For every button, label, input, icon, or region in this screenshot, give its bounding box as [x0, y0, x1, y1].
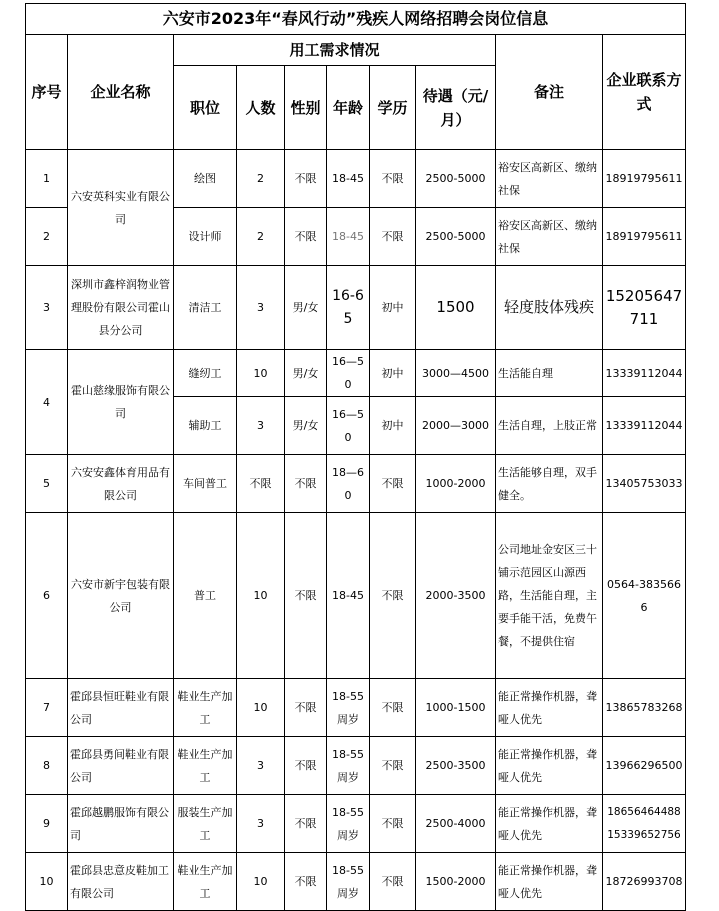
cell-count: 10: [237, 679, 285, 737]
cell-note: 生活能自理: [496, 350, 603, 397]
cell-position: 设计师: [174, 208, 237, 266]
header-company: 企业名称: [68, 35, 174, 150]
cell-company: 深圳市鑫梓润物业管理股份有限公司霍山县分公司: [68, 266, 174, 350]
cell-company: 霍邱县忠意皮鞋加工有限公司: [68, 853, 174, 911]
cell-seq: 4: [26, 350, 68, 455]
cell-age: 18-45: [327, 150, 370, 208]
cell-seq: 8: [26, 737, 68, 795]
table-row: [26, 266, 686, 350]
cell-age: 18-45: [327, 208, 370, 266]
table-row: [26, 350, 686, 397]
cell-age: 18-45: [327, 513, 370, 679]
table-row: [26, 795, 686, 853]
table-row: [26, 455, 686, 513]
cell-age: 18-55周岁: [327, 679, 370, 737]
cell-note: 生活能够自理，双手健全。: [496, 455, 603, 513]
cell-contact: 18919795611: [603, 150, 686, 208]
cell-position: 鞋业生产加工: [174, 853, 237, 911]
cell-education: 不限: [370, 150, 416, 208]
cell-age: 18—60: [327, 455, 370, 513]
cell-contact: 18919795611: [603, 208, 686, 266]
cell-seq: 9: [26, 795, 68, 853]
cell-note: 裕安区高新区、缴纳社保: [496, 150, 603, 208]
header-age: 年龄: [327, 66, 370, 150]
cell-count: 2: [237, 150, 285, 208]
cell-education: 不限: [370, 455, 416, 513]
cell-salary: 1000-1500: [416, 679, 496, 737]
header-note: 备注: [496, 35, 603, 150]
cell-contact: 13966296500: [603, 737, 686, 795]
cell-count: 3: [237, 795, 285, 853]
cell-age: 18-55周岁: [327, 853, 370, 911]
cell-contact: 13865783268: [603, 679, 686, 737]
cell-gender: 男/女: [285, 266, 327, 350]
cell-gender: 不限: [285, 679, 327, 737]
cell-note: 轻度肢体残疾: [496, 266, 603, 350]
cell-age: 16-65: [327, 266, 370, 350]
cell-count: 3: [237, 266, 285, 350]
cell-contact: 13339112044: [603, 350, 686, 397]
cell-age: 18-55周岁: [327, 737, 370, 795]
header-education: 学历: [370, 66, 416, 150]
cell-position: 鞋业生产加工: [174, 737, 237, 795]
cell-company: 六安市新宇包装有限公司: [68, 513, 174, 679]
cell-gender: 不限: [285, 737, 327, 795]
cell-salary: 2000—3000: [416, 397, 496, 455]
header-count: 人数: [237, 66, 285, 150]
header-position: 职位: [174, 66, 237, 150]
cell-gender: 不限: [285, 853, 327, 911]
header-contact: 企业联系方式: [603, 35, 686, 150]
cell-note: 生活自理，上肢正常: [496, 397, 603, 455]
table-row: [26, 737, 686, 795]
cell-count: 不限: [237, 455, 285, 513]
cell-gender: 男/女: [285, 397, 327, 455]
cell-position: 鞋业生产加工: [174, 679, 237, 737]
cell-salary: 3000—4500: [416, 350, 496, 397]
cell-education: 不限: [370, 679, 416, 737]
cell-count: 10: [237, 350, 285, 397]
header-gender: 性别: [285, 66, 327, 150]
cell-contact: 18726993708: [603, 853, 686, 911]
cell-salary: 2500-5000: [416, 208, 496, 266]
cell-education: 不限: [370, 737, 416, 795]
cell-position: 缝纫工: [174, 350, 237, 397]
table-row: [26, 150, 686, 208]
cell-seq: 2: [26, 208, 68, 266]
cell-education: 初中: [370, 350, 416, 397]
cell-position: 清洁工: [174, 266, 237, 350]
cell-count: 3: [237, 397, 285, 455]
cell-count: 10: [237, 853, 285, 911]
cell-seq: 3: [26, 266, 68, 350]
cell-seq: 7: [26, 679, 68, 737]
cell-company: 霍山慈缘服饰有限公司: [68, 350, 174, 455]
cell-position: 辅助工: [174, 397, 237, 455]
cell-position: 车间普工: [174, 455, 237, 513]
cell-education: 初中: [370, 266, 416, 350]
cell-education: 不限: [370, 795, 416, 853]
job-table: [25, 3, 686, 911]
cell-salary: 1500: [416, 266, 496, 350]
cell-note: 能正常操作机器，聋哑人优先: [496, 853, 603, 911]
cell-note: 能正常操作机器，聋哑人优先: [496, 679, 603, 737]
cell-contact: 0564-3835666: [603, 513, 686, 679]
header-demand-group: 用工需求情况: [174, 35, 496, 66]
cell-salary: 1000-2000: [416, 455, 496, 513]
cell-position: 普工: [174, 513, 237, 679]
cell-note: 裕安区高新区、缴纳社保: [496, 208, 603, 266]
cell-gender: 不限: [285, 455, 327, 513]
cell-count: 2: [237, 208, 285, 266]
cell-seq: 5: [26, 455, 68, 513]
cell-education: 不限: [370, 853, 416, 911]
cell-contact: 13339112044: [603, 397, 686, 455]
cell-gender: 不限: [285, 208, 327, 266]
cell-seq: 6: [26, 513, 68, 679]
cell-gender: 不限: [285, 513, 327, 679]
cell-position: 服装生产加工: [174, 795, 237, 853]
page-title: 六安市2023年“春风行动”残疾人网络招聘会岗位信息: [26, 4, 686, 35]
header-seq: 序号: [26, 35, 68, 150]
cell-gender: 不限: [285, 150, 327, 208]
cell-note: 能正常操作机器，聋哑人优先: [496, 737, 603, 795]
header-salary: 待遇（元/月）: [416, 66, 496, 150]
table-row: [26, 679, 686, 737]
cell-company: 六安英科实业有限公司: [68, 150, 174, 266]
cell-education: 不限: [370, 513, 416, 679]
cell-company: 霍邱县恒旺鞋业有限公司: [68, 679, 174, 737]
cell-note: 能正常操作机器，聋哑人优先: [496, 795, 603, 853]
cell-seq: 10: [26, 853, 68, 911]
cell-education: 不限: [370, 208, 416, 266]
cell-contact: [603, 795, 686, 853]
contact-phone-2: 15339652756: [607, 828, 681, 841]
table-row: [26, 513, 686, 679]
cell-salary: 2000-3500: [416, 513, 496, 679]
contact-phone-1: 18656464488: [607, 805, 681, 818]
cell-company: 霍邱越鹏服饰有限公司: [68, 795, 174, 853]
cell-salary: 2500-4000: [416, 795, 496, 853]
cell-count: 10: [237, 513, 285, 679]
cell-position: 绘图: [174, 150, 237, 208]
cell-age: 16—50: [327, 350, 370, 397]
cell-gender: 不限: [285, 795, 327, 853]
cell-education: 初中: [370, 397, 416, 455]
cell-gender: 男/女: [285, 350, 327, 397]
cell-count: 3: [237, 737, 285, 795]
cell-salary: 2500-5000: [416, 150, 496, 208]
cell-company: 六安安鑫体育用品有限公司: [68, 455, 174, 513]
cell-salary: 2500-3500: [416, 737, 496, 795]
cell-company: 霍邱县勇间鞋业有限公司: [68, 737, 174, 795]
cell-contact: 13405753033: [603, 455, 686, 513]
cell-age: 18-55周岁: [327, 795, 370, 853]
cell-salary: 1500-2000: [416, 853, 496, 911]
table-row: [26, 853, 686, 911]
cell-seq: 1: [26, 150, 68, 208]
cell-contact: 15205647711: [603, 266, 686, 350]
cell-note: 公司地址金安区三十铺示范园区山源西路，生活能自理，主要手能干活，免费午餐，不提供住宿: [496, 513, 603, 679]
cell-age: 16—50: [327, 397, 370, 455]
